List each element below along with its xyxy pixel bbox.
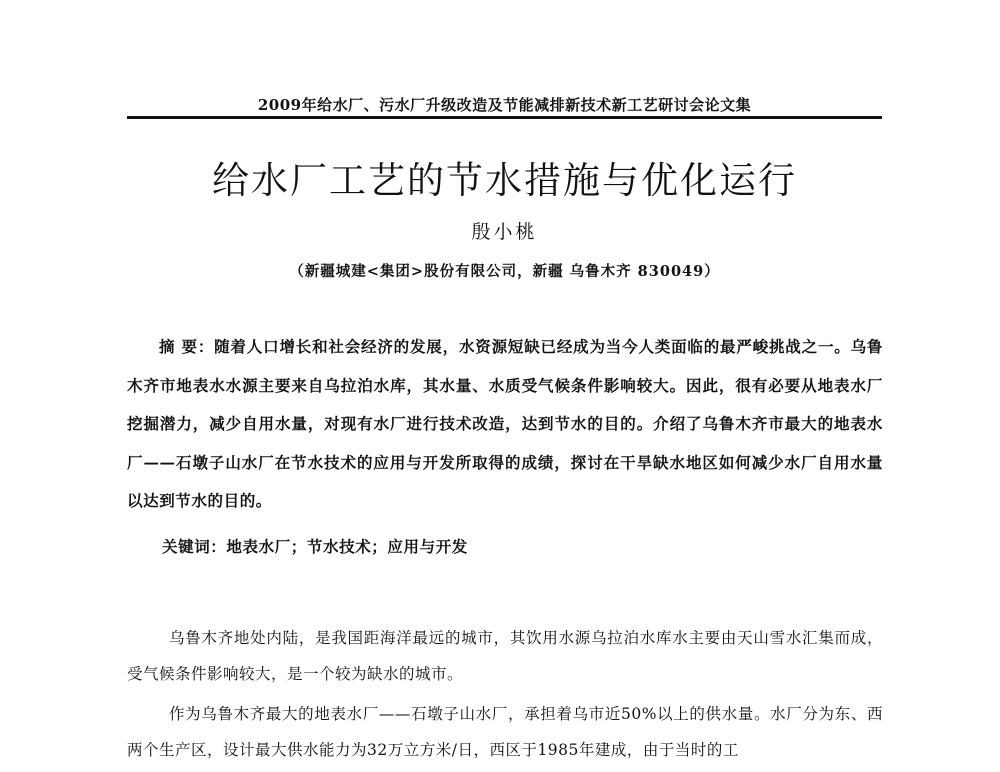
article-title: 给水厂工艺的节水措施与优化运行 [212, 159, 797, 202]
header-rule [127, 116, 882, 119]
keywords [162, 535, 468, 557]
author-name: 殷小桃 [471, 221, 538, 243]
abstract-label: 摘 要： [159, 337, 215, 356]
abstract [127, 328, 883, 521]
keywords-text: 地表水厂；节水技术；应用与开发 [226, 537, 468, 556]
body-text [127, 620, 883, 772]
body-paragraph: 乌鲁木齐地处内陆，是我国距海洋最远的城市，其饮用水源乌拉泊水库水主要由天山雪水汇集而成，受气候条件影响较大，是一个较为缺水的城市。 [127, 629, 883, 683]
abstract-text: 随着人口增长和社会经济的发展，水资源短缺已经成为当今人类面临的最严峻挑战之一。乌鲁木齐市地表水水源主要来自乌拉泊水库，其水量、水质受气候条件影响较大。因此，很有必要从地表水厂挖掘潜力，减少自用水量，对现有水厂进行技术改造，达到节水的目的。介绍了乌鲁木齐市最大的地表水厂——石墩子山水厂在节水技术的应用与开发所取得的成绩，探讨在干旱缺水地区如何减少水厂自用水量以达到节水的目的。 [127, 337, 883, 510]
body-paragraph: 作为乌鲁木齐最大的地表水厂——石墩子山水厂，承担着乌市近50%以上的供水量。水厂分为东、西两个生产区，设计最大供水能力为32万立方米/日，西区于1985年建成，由于当时的工 [127, 705, 883, 759]
keywords-label: 关键词： [162, 537, 227, 556]
author-affiliation: （新疆城建<集团>股份有限公司，新疆 乌鲁木齐 830049） [289, 263, 720, 280]
proceedings-header: 2009年给水厂、污水厂升级改造及节能减排新技术新工艺研讨会论文集 [257, 96, 752, 114]
